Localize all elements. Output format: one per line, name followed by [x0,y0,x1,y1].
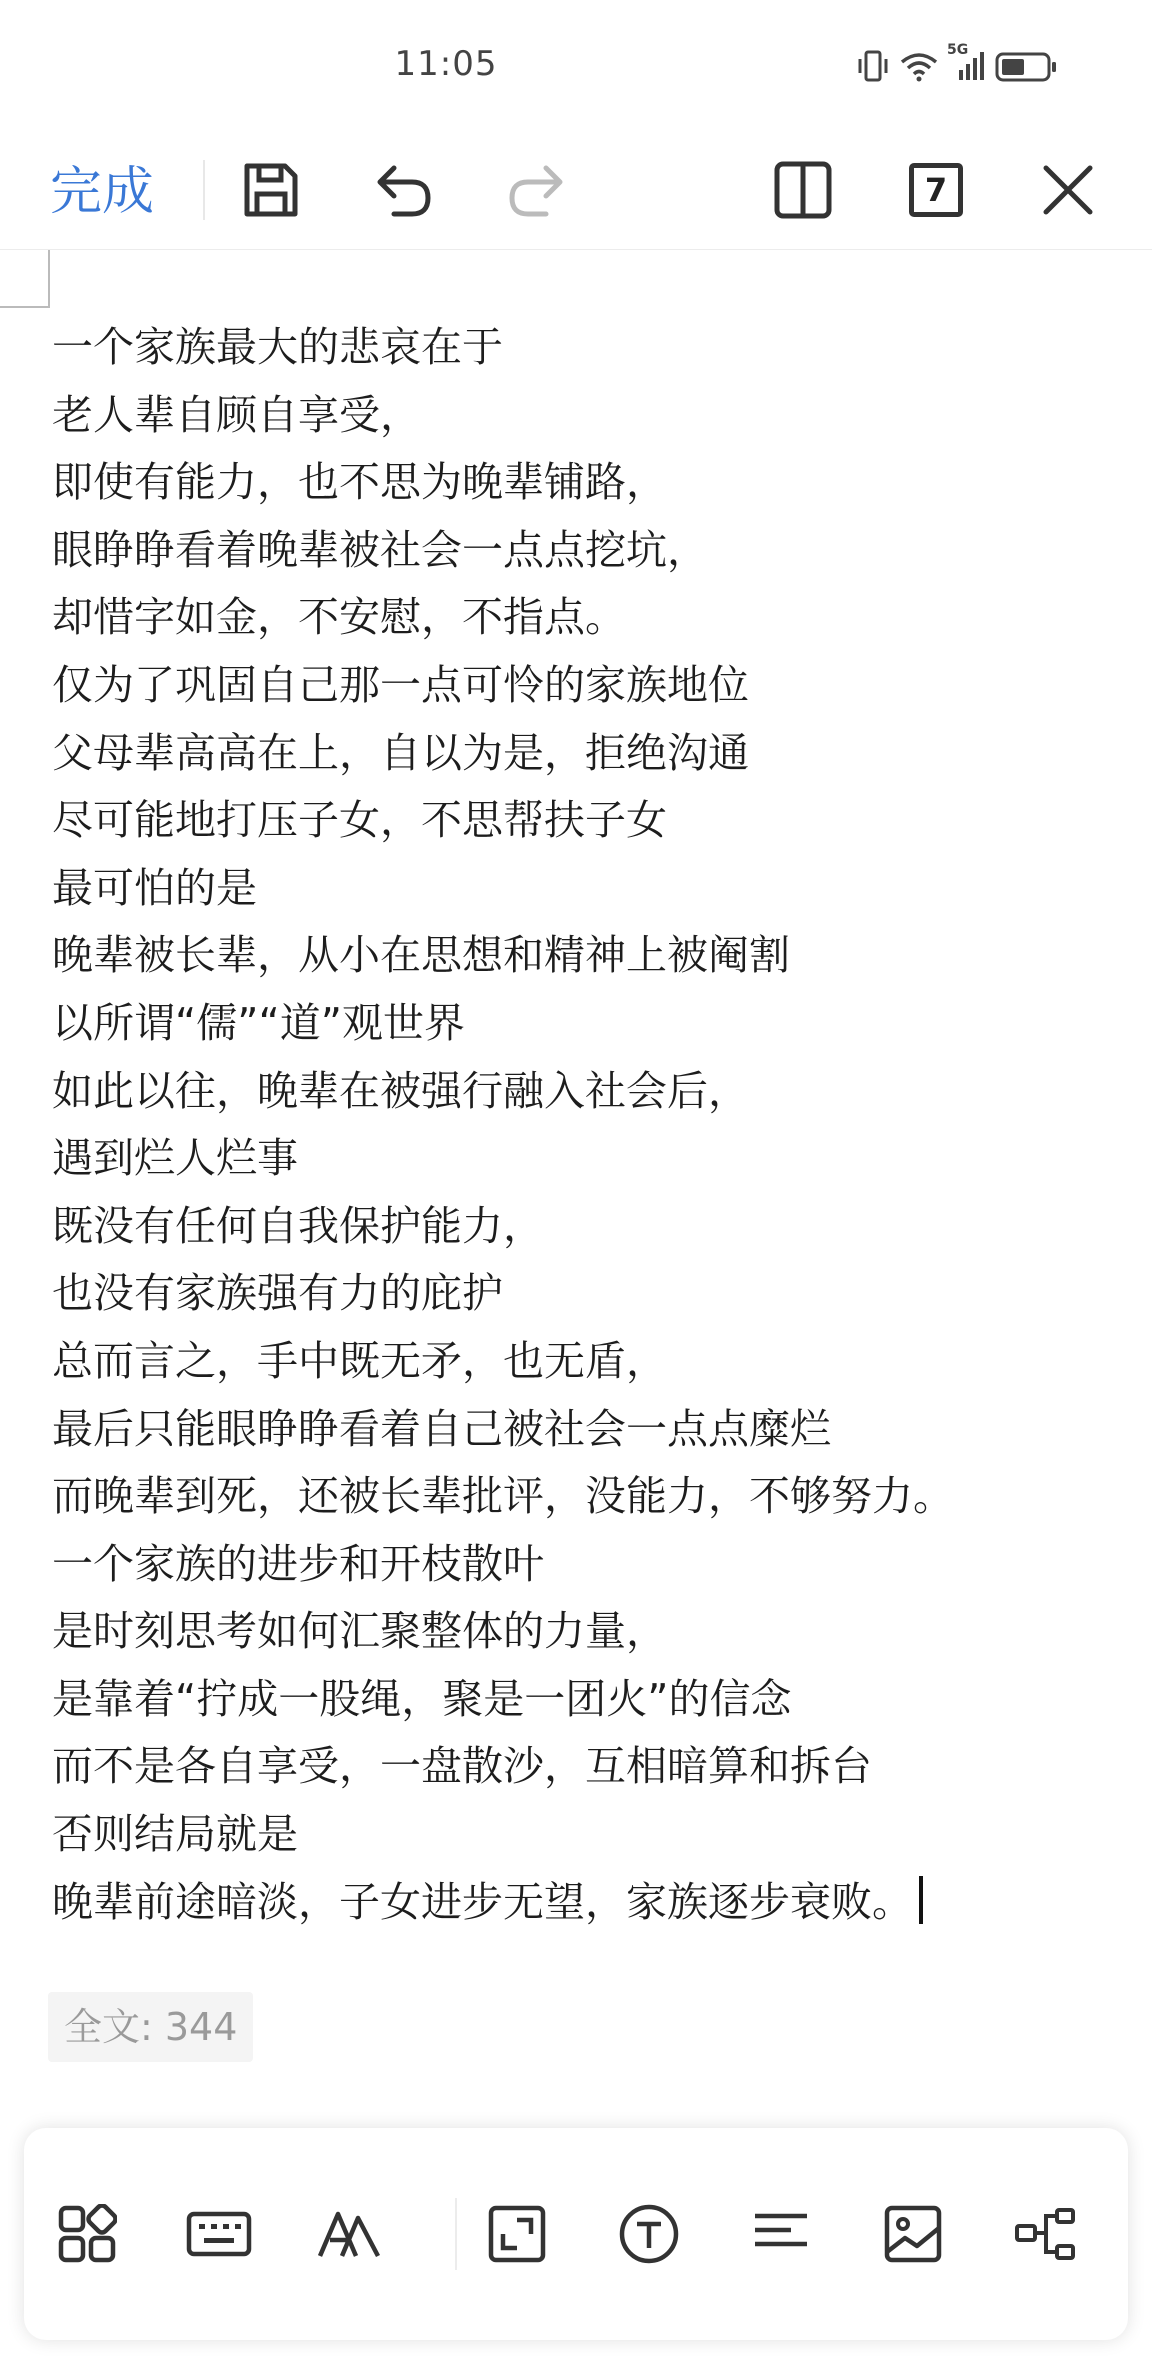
status-bar [0,0,1152,130]
document-line[interactable]: 也没有家族强有力的庇护 [52,1269,503,1318]
document-line[interactable]: 以所谓“儒”“道”观世界 [52,998,465,1047]
signal-icon [947,42,987,84]
image-icon[interactable] [873,2194,953,2274]
mind-map-icon[interactable] [1005,2194,1085,2274]
close-icon[interactable] [1028,150,1108,230]
document-line[interactable]: 总而言之，手中既无矛，也无盾， [52,1336,667,1385]
document-line[interactable]: 如此以往，晚辈在被强行融入社会后， [52,1066,749,1115]
apps-grid-icon[interactable] [47,2194,127,2274]
toolbar-divider [455,2198,457,2270]
status-time: 11:05 [394,44,498,84]
toolbar-divider [203,160,205,220]
text-box-icon[interactable] [609,2194,689,2274]
document-line[interactable]: 晚辈被长辈，从小在思想和精神上被阉割 [52,931,790,980]
document-line[interactable]: 仅为了巩固自己那一点可怜的家族地位 [52,660,749,709]
document-line[interactable]: 父母辈高高在上，自以为是，拒绝沟通 [52,728,749,777]
redo-icon[interactable] [496,150,576,230]
align-left-icon[interactable] [741,2194,821,2274]
document-line[interactable]: 一个家族最大的悲哀在于 [52,323,503,371]
document-line[interactable]: 否则结局就是 [52,1810,298,1859]
document-line[interactable]: 即使有能力，也不思为晚辈铺路， [52,458,667,507]
document-text[interactable] [52,314,1112,1936]
bottom-toolbar [24,2128,1128,2340]
document-line[interactable]: 而不是各自享受，一盘散沙，互相暗算和拆台 [52,1742,872,1791]
battery-icon [995,48,1059,84]
document-line[interactable]: 老人辈自顾自享受， [52,390,421,439]
keyboard-icon[interactable] [179,2194,259,2274]
wifi-icon [899,48,939,84]
text-cursor [919,1876,923,1924]
document-line[interactable]: 而晚辈到死，还被长辈批评，没能力，不够努力。 [52,1472,954,1521]
undo-icon[interactable] [364,150,444,230]
document-line[interactable]: 晚辈前途暗淡，子女进步无望，家族逐步衰败。 [52,1869,1112,1937]
fullscreen-icon[interactable] [477,2194,557,2274]
page-count-icon[interactable] [896,150,976,230]
page-count-badge: 7 [909,163,963,217]
document-line[interactable]: 眼睁睁看着晚辈被社会一点点挖坑， [52,525,708,574]
word-count-badge: 全文: 344 [48,1992,253,2062]
text-style-icon[interactable] [309,2194,389,2274]
vibrate-icon [855,48,891,84]
network-type-label: 5G [947,42,969,58]
document-body[interactable] [0,250,1152,2100]
document-line[interactable]: 却惜字如金，不安慰，不指点。 [52,593,626,642]
page-margin-mark [0,250,50,308]
document-line[interactable]: 是靠着“拧成一股绳，聚是一团火”的信念 [52,1674,792,1723]
split-view-icon[interactable] [763,150,843,230]
document-line[interactable]: 最后只能眼睁睁看着自己被社会一点点糜烂 [52,1404,831,1453]
document-line[interactable]: 一个家族的进步和开枝散叶 [52,1539,544,1588]
document-line[interactable]: 最可怕的是 [52,863,257,912]
status-icons [855,42,1059,86]
editor-toolbar [0,130,1152,250]
document-line[interactable]: 既没有任何自我保护能力， [52,1201,544,1250]
done-button[interactable]: 完成 [50,162,155,222]
document-line[interactable]: 遇到烂人烂事 [52,1134,298,1183]
save-icon[interactable] [231,150,311,230]
document-line[interactable]: 是时刻思考如何汇聚整体的力量， [52,1607,667,1656]
document-line[interactable]: 尽可能地打压子女，不思帮扶子女 [52,796,667,845]
